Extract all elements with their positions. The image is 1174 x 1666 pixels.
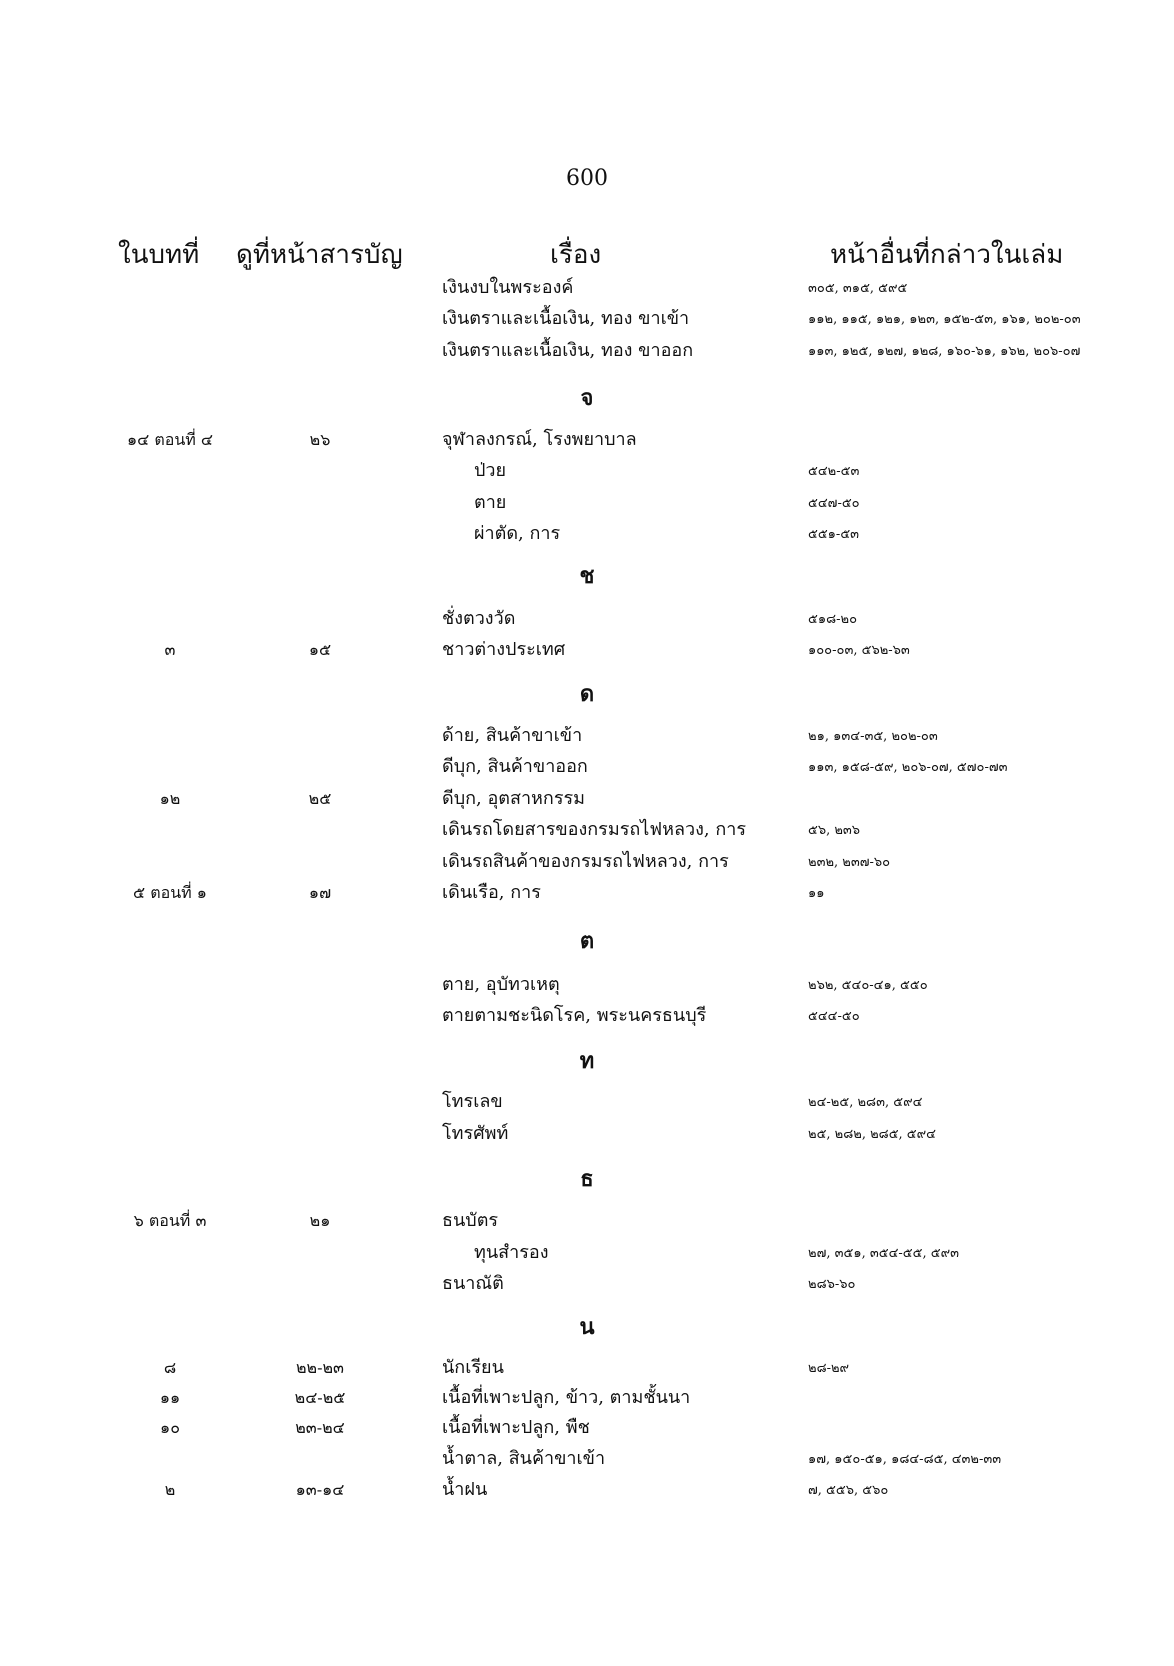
section-letter: ท [579,1048,595,1074]
index-row [0,1380,1174,1412]
chapter-cell: ๕ ตอนที่ ๑ [133,883,207,902]
index-row [0,875,1174,907]
section-letter: ช [579,563,595,589]
column-header-other-pages: หน้าอื่นที่กล่าวในเล่ม [830,240,1064,270]
other-pages-cell: ๕๑๘-๒๐ [808,612,858,627]
other-pages-cell: ๒๗, ๓๕๑, ๓๕๔-๕๕, ๕๙๓ [808,1246,959,1261]
subject-cell: ทุนสำรอง [474,1242,549,1263]
other-pages-cell: ๕๔๒-๕๓ [808,464,860,479]
subject-cell: เดินรถโดยสารของกรมรถไฟหลวง, การ [442,819,746,840]
subject-cell: โทรเลข [442,1091,503,1112]
subject-cell: ดีบุก, อุตสาหกรรม [442,788,586,809]
subject-cell: ชั่งตวงวัด [442,608,516,629]
toc-page-cell: ๒๓-๒๔ [295,1418,345,1437]
toc-page-cell: ๒๖ [309,430,331,449]
chapter-cell: ๒ [164,1480,176,1499]
other-pages-cell: ๕๕๑-๕๓ [808,527,860,542]
section-letter: ด [579,681,595,707]
other-pages-cell: ๒๕, ๒๘๒, ๒๘๕, ๕๙๔ [808,1127,937,1142]
chapter-cell: ๖ ตอนที่ ๓ [133,1211,207,1230]
index-row [0,1410,1174,1442]
index-row [0,333,1174,365]
toc-page-cell: ๒๒-๒๓ [296,1358,344,1377]
other-pages-cell: ๑๑๓, ๑๒๕, ๑๒๗, ๑๒๘, ๑๖๐-๖๑, ๑๖๒, ๒๐๖-๐๗ [808,344,1081,359]
column-header-toc-page: ดูที่หน้าสารบัญ [236,240,403,270]
index-row [0,1266,1174,1298]
index-row [0,1084,1174,1116]
subject-cell: เดินเรือ, การ [442,882,541,903]
toc-page-cell: ๑๓-๑๔ [295,1480,345,1499]
toc-page-cell: ๒๑ [309,1211,331,1230]
other-pages-cell: ๕๔๔-๕๐ [808,1009,860,1024]
subject-cell: นักเรียน [442,1357,504,1378]
other-pages-cell: ๑๗, ๑๕๐-๕๑, ๑๘๔-๘๕, ๔๓๒-๓๓ [808,1452,1002,1467]
index-row [0,301,1174,333]
subject-cell: น้ำตาล, สินค้าขาเข้า [442,1448,606,1469]
other-pages-cell: ๒๘-๒๙ [808,1361,850,1376]
other-pages-cell: ๒๓๒, ๒๓๗-๖๐ [808,855,891,870]
index-row [0,967,1174,999]
subject-cell: ตาย, อุบัทวเหตุ [442,974,560,995]
subject-cell: ชาวต่างประเทศ [442,639,566,660]
index-row [0,516,1174,548]
other-pages-cell: ๗, ๕๕๖, ๕๖๐ [808,1483,889,1498]
column-header-subject: เรื่อง [550,240,602,270]
other-pages-cell: ๕๖, ๒๓๖ [808,823,861,838]
chapter-cell: ๑๑ [159,1388,181,1407]
subject-cell: ผ่าตัด, การ [474,523,561,544]
subject-cell: เดินรถสินค้าของกรมรถไฟหลวง, การ [442,851,729,872]
index-row [0,1350,1174,1382]
subject-cell: ป่วย [474,460,507,481]
subject-cell: ด้าย, สินค้าขาเข้า [442,725,583,746]
index-row [0,718,1174,750]
chapter-cell: ๘ [163,1358,177,1377]
index-row [0,998,1174,1030]
section-letter: น [579,1314,595,1340]
other-pages-cell: ๒๑, ๑๓๔-๓๕, ๒๐๒-๐๓ [808,729,938,744]
subject-cell: โทรศัพท์ [442,1123,509,1144]
toc-page-cell: ๒๔-๒๕ [294,1388,346,1407]
section-letter: ต [579,928,595,954]
subject-cell: ตายตามชะนิดโรค, พระนครธนบุรี [442,1005,707,1026]
index-row [0,1235,1174,1267]
index-row [0,270,1174,302]
toc-page-cell: ๒๕ [308,789,332,808]
index-row [0,485,1174,517]
chapter-cell: ๑๒ [159,789,181,808]
index-row [0,1203,1174,1235]
index-row [0,632,1174,664]
other-pages-cell: ๑๑๒, ๑๑๕, ๑๒๑, ๑๒๓, ๑๕๒-๕๓, ๑๖๑, ๒๐๒-๐๓ [808,312,1081,327]
other-pages-cell: ๕๔๗-๕๐ [808,496,860,511]
other-pages-cell: ๒๔-๒๕, ๒๘๓, ๕๙๔ [808,1095,923,1110]
toc-page-cell: ๑๗ [308,883,332,902]
index-row [0,749,1174,781]
index-row [0,453,1174,485]
section-letter: ธ [580,1166,594,1192]
index-row [0,1472,1174,1504]
section-letter: จ [580,385,594,411]
subject-cell: ธนบัตร [442,1210,499,1231]
toc-page-cell: ๑๕ [308,640,332,659]
index-row [0,422,1174,454]
subject-cell: เงินตราและเนื้อเงิน, ทอง ขาออก [442,340,694,361]
subject-cell: น้ำฝน [442,1479,488,1500]
column-header-chapter: ในบทที่ [118,240,200,270]
other-pages-cell: ๓๐๕, ๓๑๕, ๕๙๕ [808,281,908,296]
index-row [0,1116,1174,1148]
index-row [0,844,1174,876]
other-pages-cell: ๑๑ [808,886,825,901]
other-pages-cell: ๑๑๓, ๑๕๘-๕๙, ๒๐๖-๐๗, ๕๗๐-๗๓ [808,760,1008,775]
other-pages-cell: ๑๐๐-๐๓, ๕๖๒-๖๓ [808,643,910,658]
page-number: 600 [566,166,608,191]
chapter-cell: ๑๐ [160,1418,180,1437]
subject-cell: เนื้อที่เพาะปลูก, ข้าว, ตามชั้นนา [442,1387,691,1408]
other-pages-cell: ๒๘๖-๖๐ [808,1277,856,1292]
subject-cell: เนื้อที่เพาะปลูก, พืช [442,1417,590,1438]
chapter-cell: ๑๔ ตอนที่ ๔ [126,430,214,449]
subject-cell: ธนาณัติ [442,1273,504,1294]
chapter-cell: ๓ [164,640,176,659]
subject-cell: จุฬาลงกรณ์, โรงพยาบาล [442,429,637,450]
index-row [0,812,1174,844]
subject-cell: ตาย [474,492,507,513]
subject-cell: ดีบุก, สินค้าขาออก [442,756,588,777]
index-row [0,781,1174,813]
index-row [0,1441,1174,1473]
other-pages-cell: ๒๖๒, ๕๔๐-๔๑, ๕๕๐ [808,978,928,993]
subject-cell: เงินงบในพระองค์ [442,277,574,298]
subject-cell: เงินตราและเนื้อเงิน, ทอง ขาเข้า [442,308,690,329]
index-row [0,601,1174,633]
